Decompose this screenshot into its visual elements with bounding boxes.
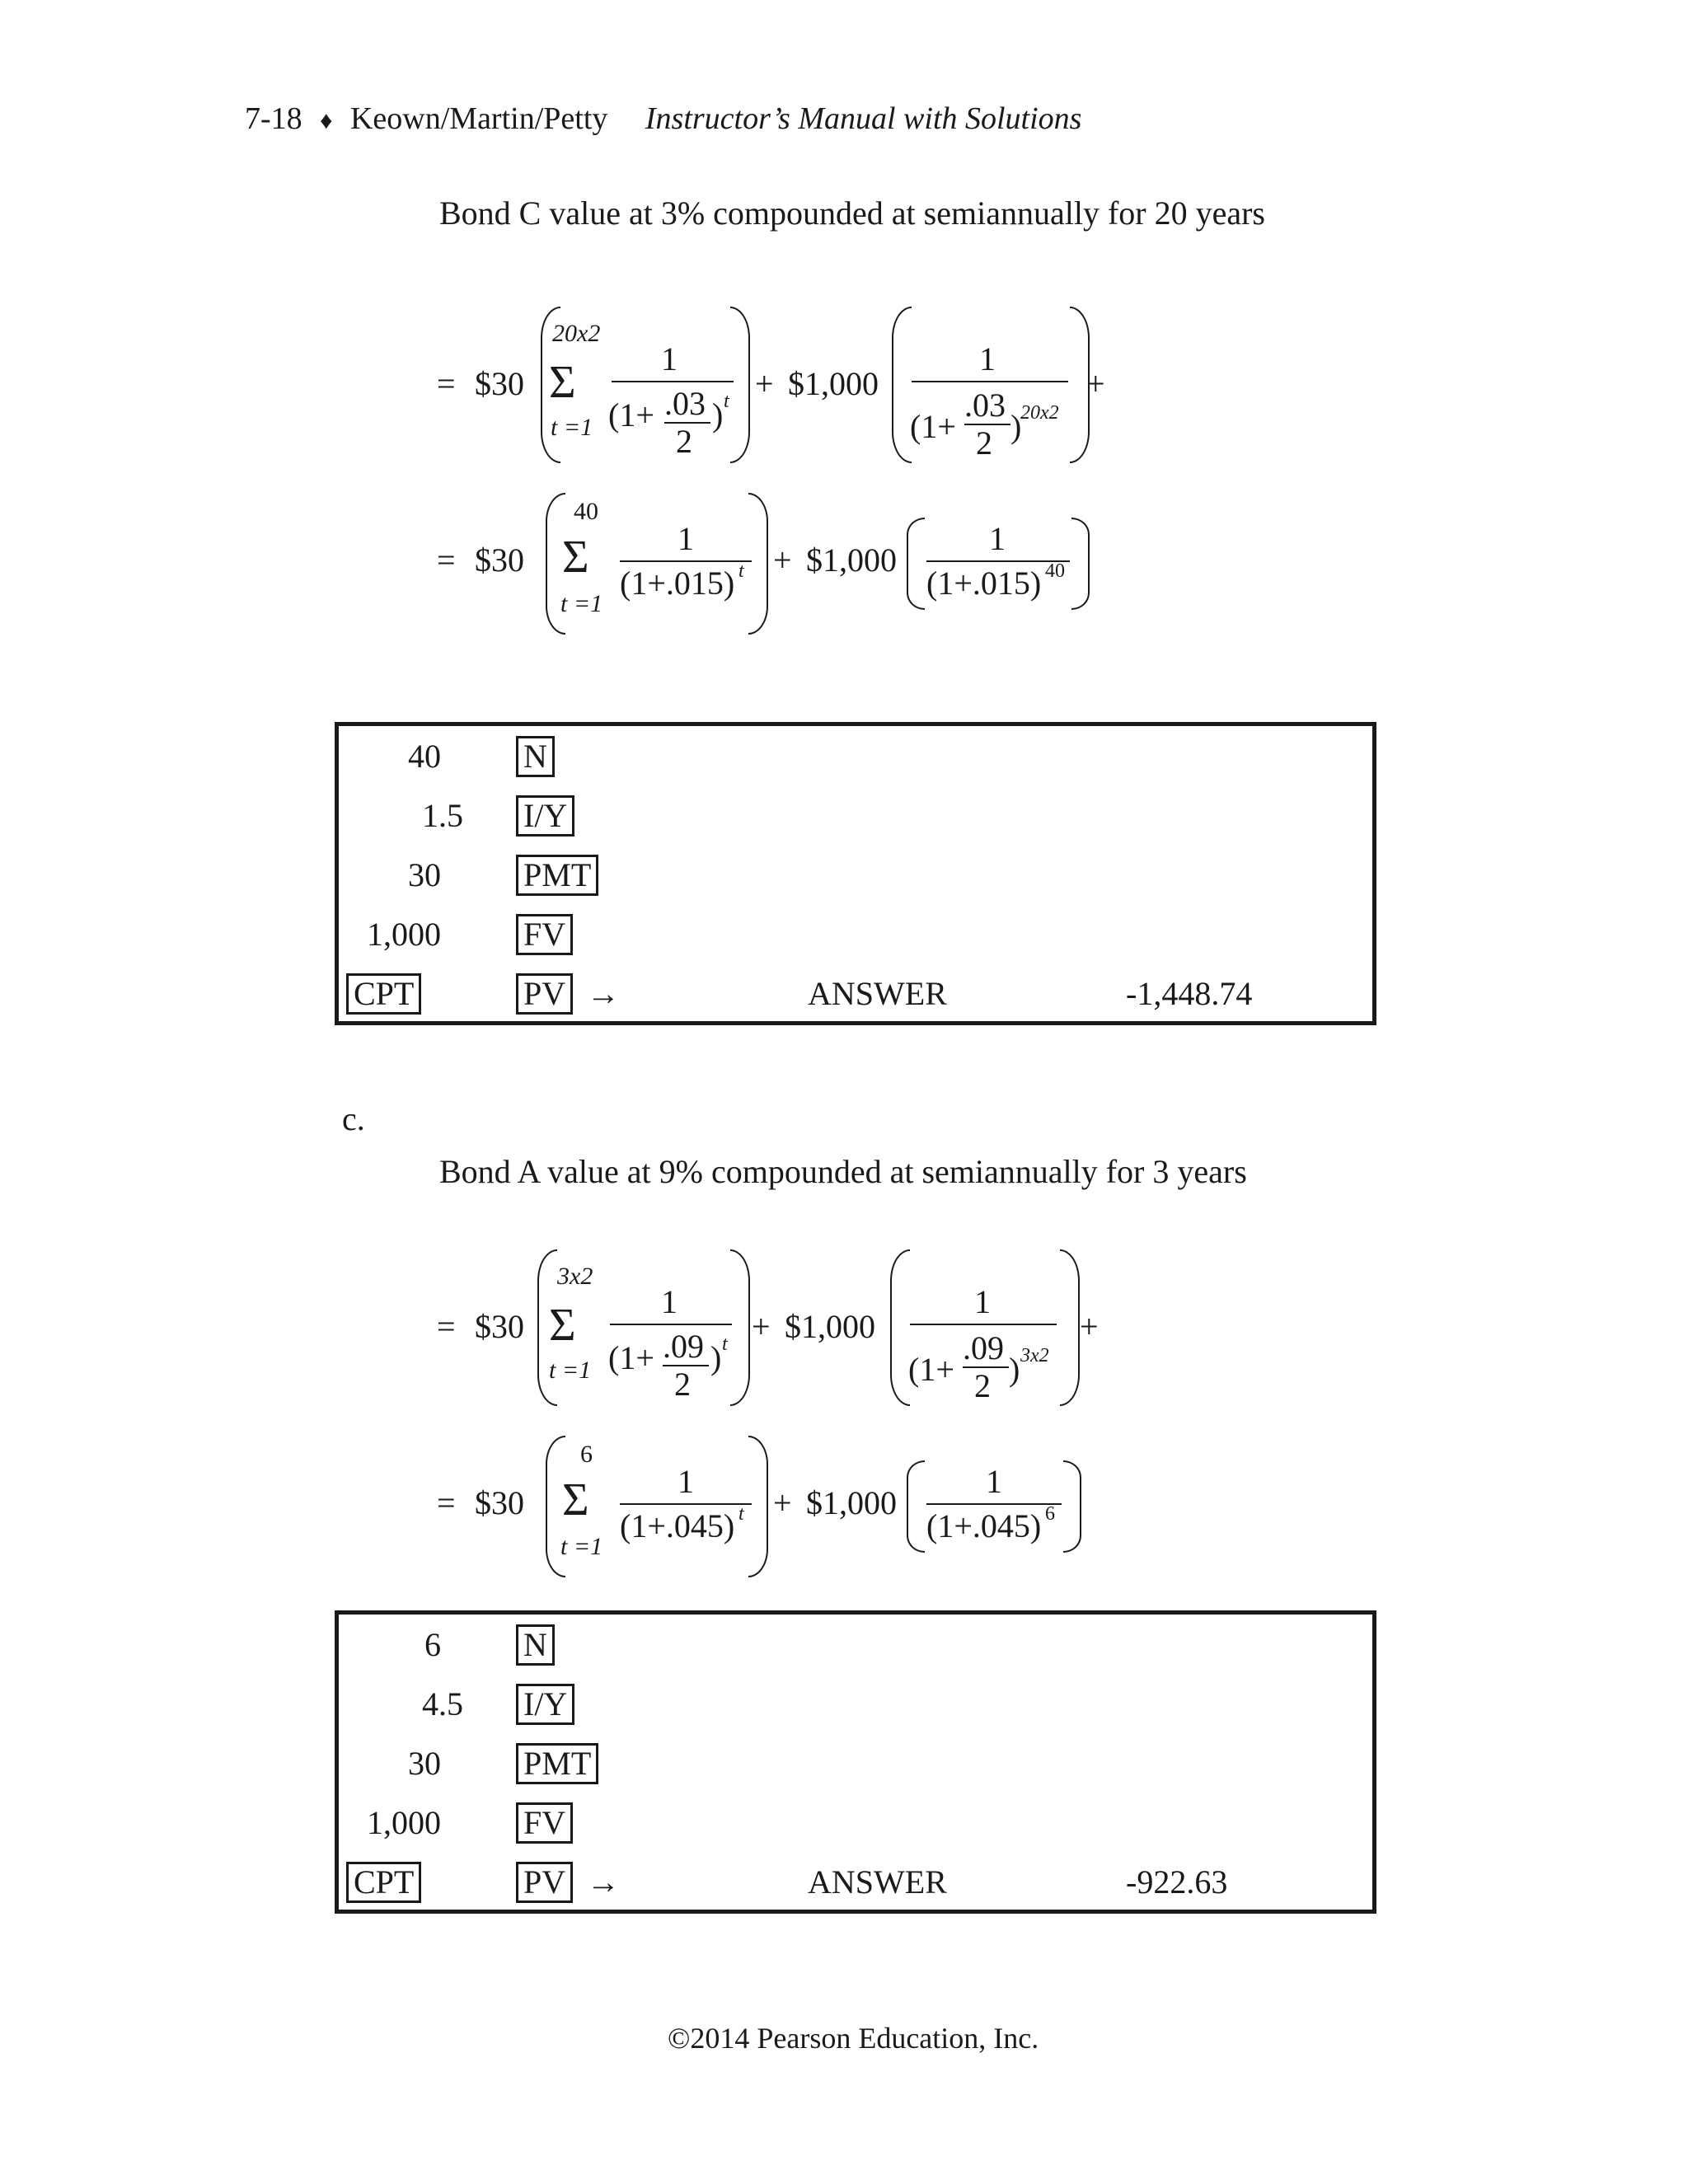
right-paren [730, 307, 750, 463]
denominator-open: (1+ [608, 396, 654, 434]
fraction-numerator: 1 [678, 1463, 694, 1500]
right-paren-2 [1060, 1249, 1080, 1406]
calc-key-cpt: CPT [346, 973, 421, 1015]
denominator-2: (1+.045) [926, 1507, 1042, 1544]
arrow-right-icon: → [587, 975, 620, 1012]
denominator: (1+.015) [620, 565, 735, 602]
calc-key-pmt: PMT [516, 1743, 598, 1784]
calc-key-cpt: CPT [346, 1862, 421, 1903]
trailing-plus: + [1086, 365, 1105, 402]
exponent-2: 20x2 [1020, 402, 1059, 424]
rate-numerator: .03 [664, 385, 706, 422]
fraction-numerator-2: 1 [986, 1463, 1002, 1500]
fraction-bar [620, 1503, 752, 1505]
sigma-icon: Σ [549, 357, 576, 408]
exponent-2: 6 [1045, 1503, 1055, 1525]
right-paren [748, 493, 768, 635]
copyright-footer: ©2014 Pearson Education, Inc. [668, 2022, 1039, 2055]
left-paren-2 [907, 1460, 925, 1553]
fraction-bar-2 [910, 1324, 1057, 1325]
calc-key-fv: FV [516, 1802, 573, 1844]
equals-sign: = [437, 1484, 456, 1521]
rate-denominator: 2 [676, 423, 692, 460]
exponent: t [722, 1333, 728, 1355]
rate-numerator-2: .03 [964, 387, 1006, 424]
rate-numerator: .09 [663, 1328, 704, 1365]
sum-upper-limit: 40 [574, 498, 598, 525]
sigma-icon: Σ [549, 1300, 576, 1351]
plus-sign: + [773, 1484, 792, 1521]
answer-value: -922.63 [1126, 1863, 1228, 1900]
calc-key-n: N [516, 1624, 555, 1666]
equals-sign: = [437, 365, 456, 402]
section-caption: Bond C value at 3% compounded at semiannually for 20 years [439, 194, 1265, 232]
arrow-right-icon: → [587, 1863, 620, 1900]
sigma-icon: Σ [562, 1474, 589, 1526]
denominator-close-2: ) [1009, 1351, 1020, 1388]
equals-sign: = [437, 1308, 456, 1345]
right-paren [730, 1249, 750, 1406]
fraction-bar-2 [912, 381, 1068, 382]
fraction-numerator: 1 [661, 1283, 678, 1320]
exponent: t [724, 391, 729, 412]
calc-value: 40 [408, 738, 441, 775]
denominator-2: (1+.015) [926, 565, 1042, 602]
sum-upper-limit: 6 [580, 1441, 593, 1468]
plus-sign: + [752, 1308, 771, 1345]
denominator-open: (1+ [608, 1339, 654, 1376]
denominator-close-2: ) [1010, 408, 1022, 445]
sum-lower-limit: t =1 [551, 414, 593, 441]
calc-value: 6 [424, 1626, 441, 1663]
diamond-bullet-icon: ♦ [320, 107, 333, 134]
rate-denominator-2: 2 [974, 1367, 991, 1404]
calc-key-pmt: PMT [516, 855, 598, 896]
section-caption: Bond A value at 9% compounded at semiannually for 3 years [439, 1153, 1247, 1190]
equals-sign: = [437, 541, 456, 579]
right-paren [748, 1436, 768, 1577]
denominator-open-2: (1+ [908, 1351, 954, 1388]
exponent: t [738, 1503, 744, 1525]
calc-key-iy: I/Y [516, 795, 574, 837]
sum-lower-limit: t =1 [549, 1357, 592, 1384]
calc-value: 1,000 [367, 916, 441, 953]
exponent: t [738, 560, 744, 582]
denominator-close: ) [710, 1339, 722, 1376]
rate-denominator: 2 [674, 1366, 691, 1403]
fraction-numerator-2: 1 [979, 340, 996, 377]
calc-key-pv: PV [516, 973, 573, 1015]
fraction-numerator: 1 [678, 520, 694, 557]
sum-upper-limit: 3x2 [557, 1263, 593, 1290]
payment-amount: $30 [475, 541, 524, 579]
calc-value: 1,000 [367, 1804, 441, 1841]
payment-amount: $30 [475, 1484, 524, 1521]
part-label: c. [342, 1100, 365, 1137]
book-title: Instructor’s Manual with Solutions [645, 101, 1082, 136]
face-value: $1,000 [806, 1484, 897, 1521]
answer-label: ANSWER [808, 975, 947, 1012]
face-value: $1,000 [785, 1308, 875, 1345]
left-paren-2 [890, 1249, 910, 1406]
sum-lower-limit: t =1 [560, 590, 603, 617]
fraction-bar [610, 1324, 732, 1325]
right-paren-2 [1063, 1460, 1081, 1553]
left-paren-2 [892, 307, 912, 463]
fraction-bar [612, 381, 734, 382]
calc-value: 1.5 [422, 797, 463, 834]
calc-value: 4.5 [422, 1685, 463, 1722]
right-paren-2 [1071, 518, 1090, 610]
rate-denominator-2: 2 [976, 424, 992, 462]
rate-numerator-2: .09 [963, 1329, 1004, 1366]
plus-sign: + [773, 541, 792, 579]
trailing-plus: + [1080, 1308, 1099, 1345]
sum-upper-limit: 20x2 [552, 320, 601, 347]
face-value: $1,000 [806, 541, 897, 579]
exponent-2: 3x2 [1020, 1345, 1049, 1366]
calc-key-fv: FV [516, 914, 573, 955]
calc-value: 30 [408, 856, 441, 893]
denominator-close: ) [712, 396, 724, 434]
payment-amount: $30 [475, 365, 524, 402]
sigma-icon: Σ [562, 532, 589, 583]
calc-key-pv: PV [516, 1862, 573, 1903]
fraction-numerator-2: 1 [974, 1283, 991, 1320]
page-header [245, 101, 1081, 137]
fraction-numerator: 1 [661, 340, 678, 377]
exponent-2: 40 [1045, 560, 1065, 582]
calc-key-n: N [516, 736, 555, 777]
fraction-bar [620, 560, 752, 562]
fraction-numerator-2: 1 [989, 520, 1006, 557]
page-number: 7-18 [245, 101, 302, 136]
fraction-bar-2 [926, 1503, 1062, 1505]
answer-label: ANSWER [808, 1863, 947, 1900]
sum-lower-limit: t =1 [560, 1533, 603, 1560]
payment-amount: $30 [475, 1308, 524, 1345]
calc-key-iy: I/Y [516, 1684, 574, 1725]
denominator: (1+.045) [620, 1507, 735, 1544]
plus-sign: + [755, 365, 774, 402]
face-value: $1,000 [788, 365, 879, 402]
left-paren-2 [907, 518, 925, 610]
authors: Keown/Martin/Petty [349, 101, 608, 136]
calc-value: 30 [408, 1745, 441, 1782]
answer-value: -1,448.74 [1126, 975, 1253, 1012]
denominator-open-2: (1+ [910, 408, 956, 445]
